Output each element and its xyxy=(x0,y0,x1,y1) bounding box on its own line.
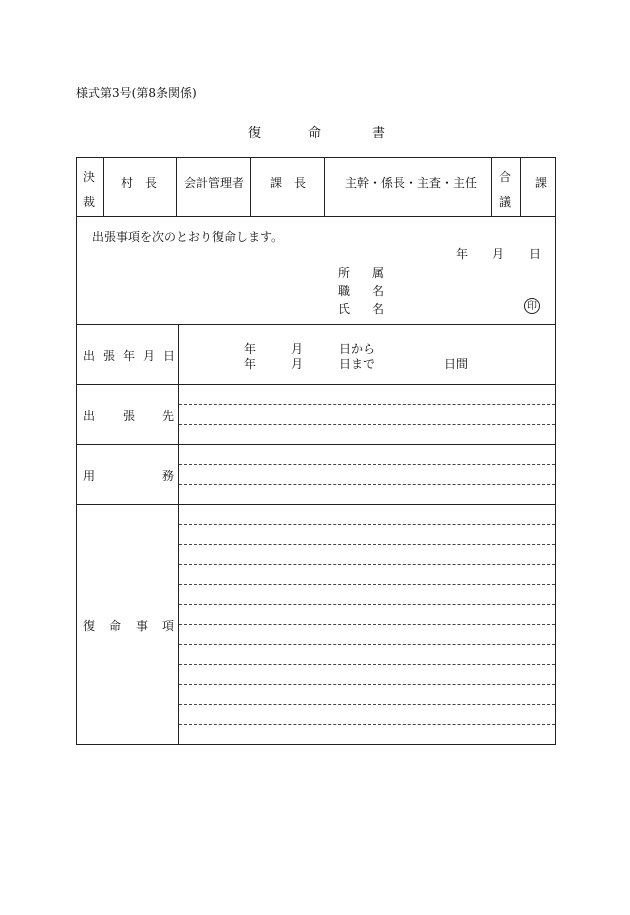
writing-line[interactable] xyxy=(179,424,555,425)
writing-line[interactable] xyxy=(179,604,555,605)
start-year: 年 xyxy=(244,342,257,356)
start-month: 月 xyxy=(291,342,304,356)
position-label-2: 名 xyxy=(372,284,385,298)
affiliation-label-1: 所 xyxy=(338,266,351,280)
start-day: 日から xyxy=(339,342,376,356)
destination-label-1: 出 xyxy=(83,409,96,423)
writing-line[interactable] xyxy=(179,484,555,485)
report-label-2: 命 xyxy=(109,619,122,633)
business-label-1: 用 xyxy=(83,469,96,483)
date-day: 日 xyxy=(529,247,542,261)
writing-line[interactable] xyxy=(179,584,555,585)
divider xyxy=(176,157,177,217)
affiliation-label-2: 属 xyxy=(372,266,385,280)
end-year: 年 xyxy=(244,357,257,371)
name-label-1: 氏 xyxy=(338,302,351,316)
aigi-label-1: 合 xyxy=(499,170,512,184)
writing-line[interactable] xyxy=(179,524,555,525)
destination-label-2: 張 xyxy=(123,409,136,423)
name-label-2: 名 xyxy=(372,302,385,316)
sonchou-label: 村 長 xyxy=(121,176,158,190)
report-label-4: 項 xyxy=(162,619,175,633)
kachou-label: 課 長 xyxy=(270,176,307,190)
divider xyxy=(324,157,325,217)
trip-dates-label-4: 月 xyxy=(143,349,156,363)
label-column-divider xyxy=(178,324,179,745)
trip-dates-label-3: 年 xyxy=(123,349,136,363)
seal-mark: 印 xyxy=(524,298,540,314)
title-char-3: 書 xyxy=(372,126,386,141)
writing-line[interactable] xyxy=(179,464,555,465)
date-month: 月 xyxy=(492,247,505,261)
report-label-1: 復 xyxy=(83,619,96,633)
report-label-3: 事 xyxy=(136,619,149,633)
title-char-2: 命 xyxy=(308,126,322,141)
kessai-label-2: 裁 xyxy=(83,195,96,209)
business-label-2: 務 xyxy=(162,469,175,483)
end-day: 日まで xyxy=(339,357,376,371)
position-label-1: 職 xyxy=(338,284,351,298)
writing-line[interactable] xyxy=(179,624,555,625)
destination-label-3: 先 xyxy=(162,409,175,423)
trip-dates-label-5: 日 xyxy=(163,349,176,363)
trip-dates-label-1: 出 xyxy=(83,349,96,363)
trip-days: 日間 xyxy=(444,357,469,371)
kaikei-label: 会計管理者 xyxy=(184,176,245,190)
writing-line[interactable] xyxy=(179,404,555,405)
row-divider xyxy=(76,504,556,505)
ka-label: 課 xyxy=(535,176,548,190)
end-month: 月 xyxy=(291,357,304,371)
staff-label: 主幹・係長・主査・主任 xyxy=(345,176,478,190)
writing-line[interactable] xyxy=(179,564,555,565)
kessai-label-1: 決 xyxy=(83,170,96,184)
title-char-1: 復 xyxy=(248,126,262,141)
date-year: 年 xyxy=(456,247,469,261)
writing-line[interactable] xyxy=(179,644,555,645)
writing-line[interactable] xyxy=(179,684,555,685)
trip-dates-label-2: 張 xyxy=(103,349,116,363)
row-divider xyxy=(76,444,556,445)
divider xyxy=(520,157,521,217)
aigi-label-2: 議 xyxy=(499,195,512,209)
writing-line[interactable] xyxy=(179,724,555,725)
row-divider xyxy=(76,384,556,385)
statement-text: 出張事項を次のとおり復命します。 xyxy=(92,230,284,244)
writing-line[interactable] xyxy=(179,704,555,705)
form-number-label: 様式第3号(第8条関係) xyxy=(76,86,197,100)
divider xyxy=(103,157,104,217)
divider xyxy=(491,157,492,217)
writing-line[interactable] xyxy=(179,664,555,665)
writing-line[interactable] xyxy=(179,544,555,545)
divider xyxy=(250,157,251,217)
details-table xyxy=(76,324,556,745)
